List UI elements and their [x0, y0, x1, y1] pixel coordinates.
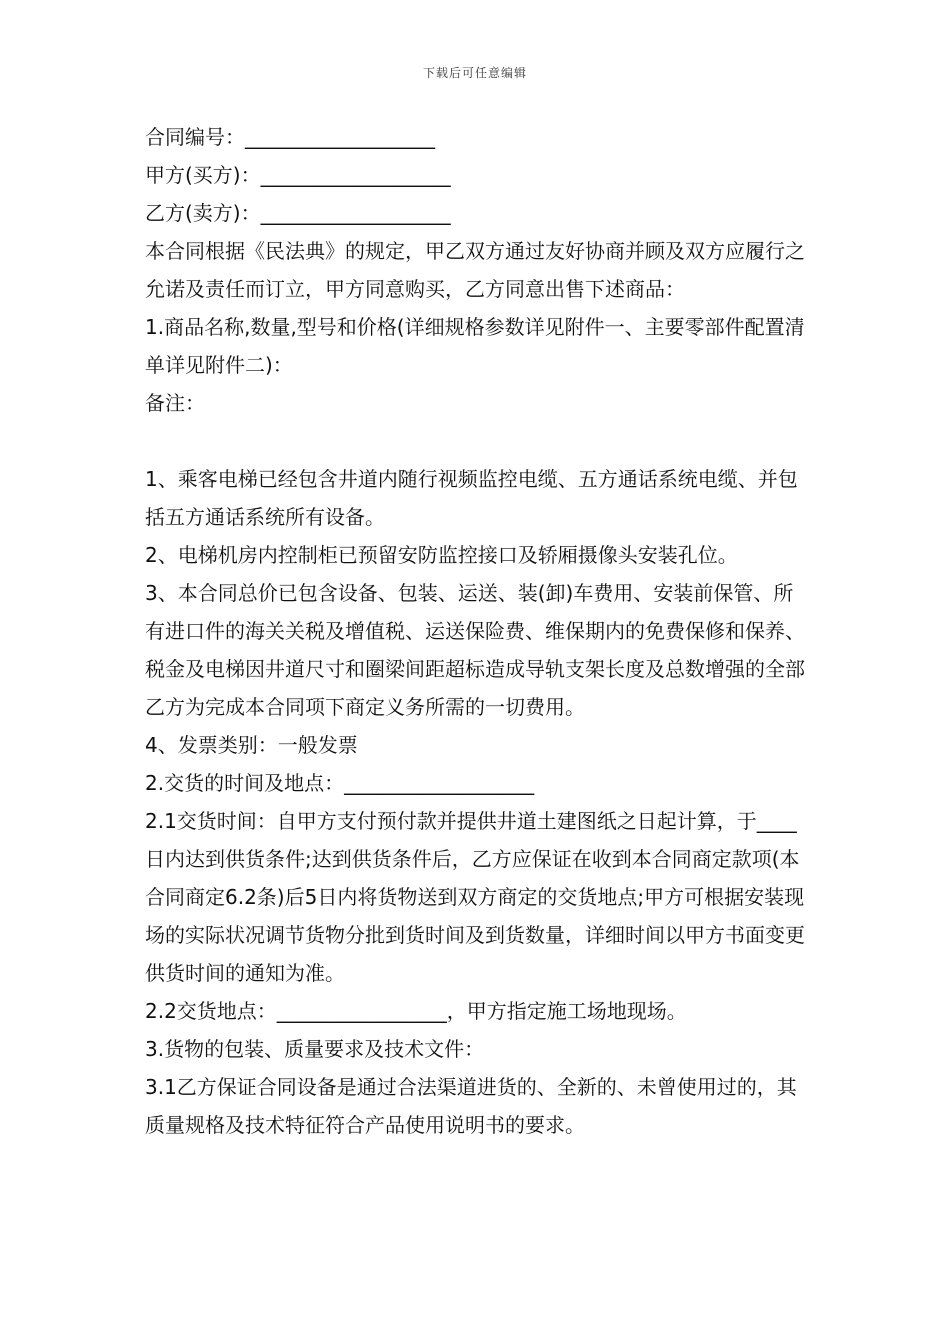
page-header: 下载后可任意编辑	[422, 66, 527, 80]
section-2-2-paragraph: 2.2交货地点：_________________，甲方指定施工场地现场。	[145, 999, 687, 1023]
document-body	[145, 118, 807, 1144]
remark-item-1: 1、乘客电梯已经包含井道内随行视频监控电缆、五方通话系统电缆、并包括五方通话系统所有设备。	[145, 467, 798, 529]
remark-item-3: 3、本合同总价已包含设备、包装、运送、装(卸)车费用、安装前保管、所有进口件的海关关税及增值税、运送保险费、维保期内的免费保修和保养、税金及电梯因井道尺寸和圈梁间距超标造成导轨支架长度及总数增强的全部乙方为完成本合同项下商定义务所需的一切费用。	[145, 581, 805, 719]
section-2-1-paragraph: 2.1交货时间：自甲方支付预付款并提供井道土建图纸之日起计算，于____日内达到供货条件;达到供货条件后，乙方应保证在收到本合同商定款项(本合同商定6.2条)后5日内将货物送到双方商定的交货地点;甲方可根据安装现场的实际状况调节货物分批到货时间及到货数量，详细时间以甲方书面变更供货时间的通知为准。	[145, 809, 805, 985]
contract-number-line: 合同编号：___________________	[145, 125, 435, 149]
remark-item-4: 4、发票类别：一般发票	[145, 733, 358, 757]
remarks-label: 备注：	[145, 391, 205, 415]
section-3-heading: 3.货物的包装、质量要求及技术文件：	[145, 1037, 485, 1061]
party-a-line: 甲方(买方)：___________________	[145, 163, 451, 187]
blank-line	[145, 422, 807, 460]
remark-item-2: 2、电梯机房内控制柜已预留安防监控接口及轿厢摄像头安装孔位。	[145, 543, 738, 567]
section-3-1-paragraph: 3.1乙方保证合同设备是通过合法渠道进货的、全新的、未曾使用过的，其质量规格及技术特征符合产品使用说明书的要求。	[145, 1075, 797, 1137]
section-1-heading: 1.商品名称,数量,型号和价格(详细规格参数详见附件一、主要零部件配置清单详见附件二)：	[145, 315, 805, 377]
preamble-paragraph: 本合同根据《民法典》的规定，甲乙双方通过友好协商并顾及双方应履行之允诺及责任而订立，甲方同意购买，乙方同意出售下述商品：	[145, 239, 805, 301]
party-b-line: 乙方(卖方)：___________________	[145, 201, 451, 225]
section-2-heading: 2.交货的时间及地点：___________________	[145, 771, 535, 795]
